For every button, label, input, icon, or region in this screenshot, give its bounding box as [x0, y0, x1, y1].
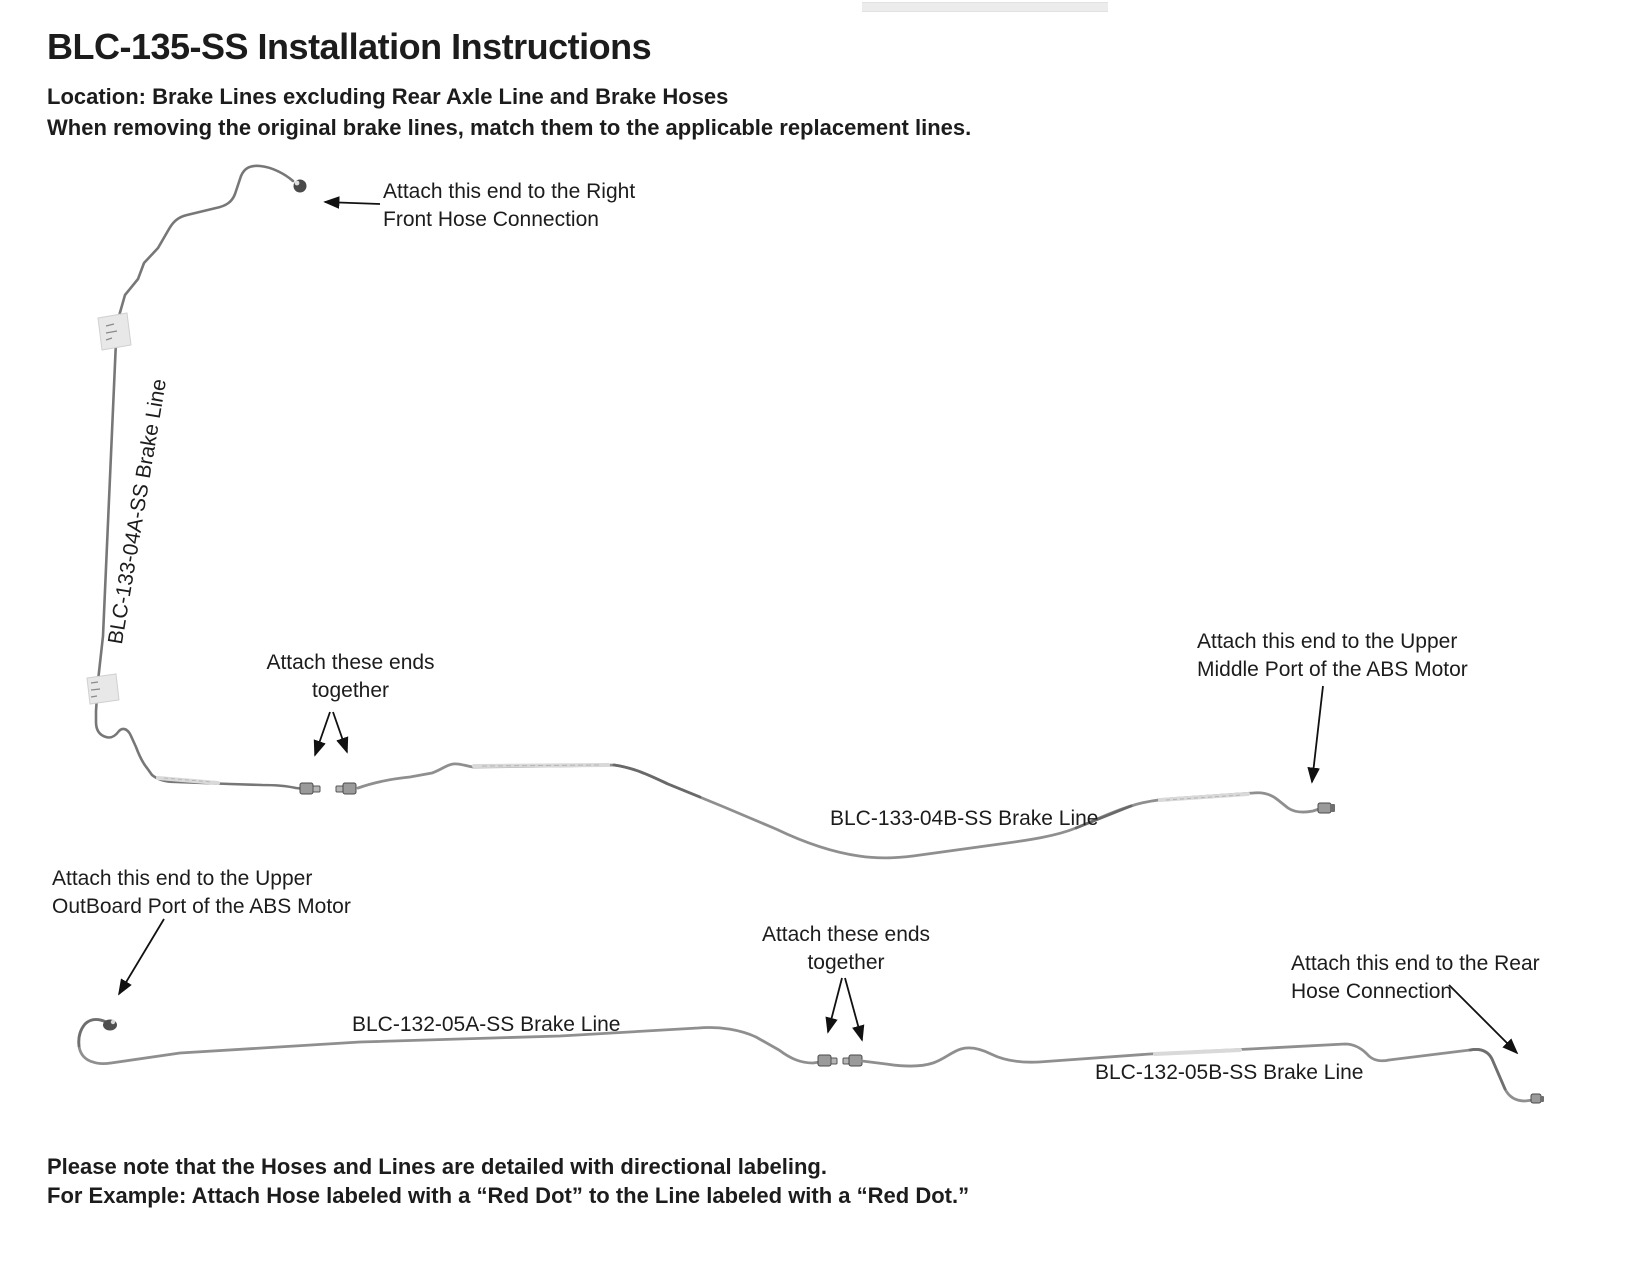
part-tag	[98, 313, 131, 350]
hose-end-fitting	[1531, 1094, 1544, 1103]
union-fitting	[843, 1055, 862, 1066]
arrow-abs-outboard-port	[119, 919, 164, 994]
hose-end-fitting	[294, 180, 307, 193]
arrow-attach-ends-bottom-left	[828, 978, 842, 1032]
label-blc-132-05a: BLC-132-05A-SS Brake Line	[352, 1013, 621, 1036]
callout-right-front-hose: Attach this end to the Right Front Hose Connection	[383, 180, 636, 231]
hose-end-fitting	[103, 1020, 117, 1031]
callout-attach-ends-bottom: Attach these ends together	[761, 923, 931, 974]
label-blc-133-04a: BLC-133-04A-SS Brake Line	[104, 377, 171, 646]
instruction-line: When removing the original brake lines, match them to the applicable replacement lines.	[47, 115, 972, 140]
page-title: BLC-135-SS Installation Instructions	[47, 26, 652, 67]
location-line: Location: Brake Lines excluding Rear Axle Line and Brake Hoses	[47, 84, 729, 109]
callout-abs-middle-port: Attach this end to the Upper Middle Port of the ABS Motor	[1197, 630, 1468, 681]
callout-abs-outboard-port: Attach this end to the Upper OutBoard Port of the ABS Motor	[52, 867, 351, 918]
union-fitting	[818, 1055, 837, 1066]
arrow-attach-ends-bottom-right	[845, 978, 862, 1040]
arrow-attach-ends-top-left	[315, 712, 330, 755]
arrow-right-front-hose	[325, 202, 380, 204]
red-dot-example-note: For Example: Attach Hose labeled with a “Red Dot” to the Line labeled with a “Red Dot.”	[47, 1183, 970, 1208]
arrow-abs-middle-port	[1312, 686, 1323, 782]
part-tag	[87, 674, 119, 704]
arrow-attach-ends-top-right	[333, 712, 347, 752]
union-fitting	[300, 783, 320, 794]
callout-attach-ends-top: Attach these ends together	[266, 651, 435, 702]
union-fitting	[336, 783, 356, 794]
label-blc-132-05b: BLC-132-05B-SS Brake Line	[1095, 1061, 1364, 1084]
label-blc-133-04b: BLC-133-04B-SS Brake Line	[830, 807, 1099, 830]
directional-labeling-note: Please note that the Hoses and Lines are detailed with directional labeling.	[47, 1154, 827, 1179]
hose-end-fitting	[1318, 803, 1335, 813]
callout-rear-hose: Attach this end to the Rear Hose Connection	[1291, 952, 1540, 1003]
